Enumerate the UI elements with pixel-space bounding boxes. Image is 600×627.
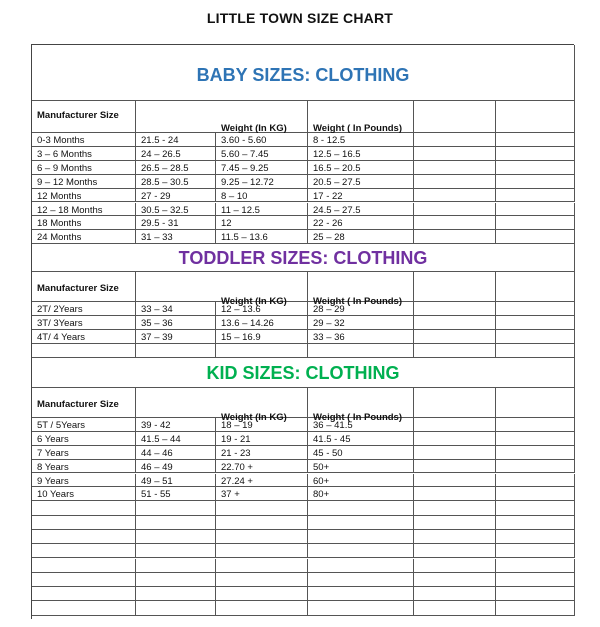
empty-cell <box>32 559 136 572</box>
header-weight-lb <box>308 388 414 423</box>
cell-weight-lb: 41.5 - 45 <box>308 432 414 445</box>
empty-cell <box>414 175 496 188</box>
cell-height: 51 - 55 <box>136 487 216 500</box>
cell-weight-kg: 12 <box>216 216 308 229</box>
empty-cell <box>496 216 575 229</box>
empty-cell <box>496 530 575 543</box>
header-empty-cell <box>414 272 496 301</box>
empty-cell <box>136 559 216 572</box>
table-row <box>32 175 575 189</box>
cell-manufacturer-size: 7 Years <box>32 446 136 459</box>
header-weight-lb-label: Weight ( In Pounds) <box>313 411 403 423</box>
empty-cell <box>414 573 496 586</box>
empty-cell <box>136 573 216 586</box>
empty-cell <box>496 230 575 243</box>
empty-cell <box>308 516 414 529</box>
header-manufacturer-label: Manufacturer Size <box>37 283 119 295</box>
empty-cell <box>496 175 575 188</box>
empty-cell <box>496 302 575 315</box>
empty-cell <box>496 189 575 202</box>
cell-weight-lb: 24.5 – 27.5 <box>308 203 414 216</box>
cell-manufacturer-size: 6 Years <box>32 432 136 445</box>
cell-manufacturer-size: 4T/ 4 Years <box>32 330 136 343</box>
cell-height: 37 – 39 <box>136 330 216 343</box>
empty-cell <box>496 330 575 343</box>
empty-cell <box>32 344 136 357</box>
cell-height: 24 – 26.5 <box>136 147 216 160</box>
cell-weight-lb: 45 - 50 <box>308 446 414 459</box>
empty-cell <box>136 344 216 357</box>
section-heading: TODDLER SIZES: CLOTHING <box>32 244 575 272</box>
cell-manufacturer-size: 9 Years <box>32 474 136 487</box>
table-row <box>32 446 575 460</box>
blank-row <box>32 573 575 587</box>
blank-row <box>32 601 575 615</box>
cell-weight-lb: 17 - 22 <box>308 189 414 202</box>
empty-cell <box>414 559 496 572</box>
empty-cell <box>216 587 308 600</box>
cell-weight-lb: 60+ <box>308 474 414 487</box>
cell-height: 21.5 - 24 <box>136 133 216 146</box>
table-row <box>32 189 575 203</box>
empty-cell <box>216 601 308 614</box>
cell-weight-kg: 15 – 16.9 <box>216 330 308 343</box>
empty-cell <box>414 601 496 614</box>
cell-manufacturer-size: 10 Years <box>32 487 136 500</box>
empty-cell <box>32 501 136 514</box>
empty-cell <box>414 587 496 600</box>
cell-weight-kg: 7.45 – 9.25 <box>216 161 308 174</box>
empty-cell <box>496 516 575 529</box>
cell-height: 30.5 – 32.5 <box>136 203 216 216</box>
empty-cell <box>496 501 575 514</box>
cell-manufacturer-size: 12 – 18 Months <box>32 203 136 216</box>
table-row <box>32 474 575 488</box>
cell-weight-lb: 20.5 – 27.5 <box>308 175 414 188</box>
table-row <box>32 161 575 175</box>
empty-cell <box>496 544 575 557</box>
empty-cell <box>308 344 414 357</box>
cell-weight-lb: 33 – 36 <box>308 330 414 343</box>
cell-manufacturer-size: 24 Months <box>32 230 136 243</box>
empty-cell <box>414 544 496 557</box>
empty-cell <box>414 344 496 357</box>
table-row <box>32 330 575 344</box>
table-row <box>32 316 575 330</box>
empty-cell <box>414 460 496 473</box>
empty-cell <box>216 344 308 357</box>
empty-cell <box>496 460 575 473</box>
header-manufacturer-size <box>32 101 136 132</box>
table-header-row <box>32 101 575 133</box>
empty-cell <box>414 330 496 343</box>
empty-cell <box>32 573 136 586</box>
table-row <box>32 460 575 474</box>
empty-cell <box>414 230 496 243</box>
empty-cell <box>414 474 496 487</box>
empty-cell <box>496 446 575 459</box>
empty-cell <box>32 516 136 529</box>
cell-weight-lb: 80+ <box>308 487 414 500</box>
empty-cell <box>414 147 496 160</box>
cell-height: 41.5 – 44 <box>136 432 216 445</box>
cell-height: 35 – 36 <box>136 316 216 329</box>
empty-cell <box>414 516 496 529</box>
empty-cell <box>308 601 414 614</box>
blank-row <box>32 544 575 558</box>
empty-cell <box>308 587 414 600</box>
cell-height: 39 - 42 <box>136 418 216 431</box>
header-manufacturer-size <box>32 272 136 301</box>
table-row <box>32 432 575 446</box>
empty-cell <box>136 544 216 557</box>
empty-cell <box>414 189 496 202</box>
empty-cell <box>32 587 136 600</box>
empty-cell <box>496 344 575 357</box>
cell-weight-kg: 12 – 13.6 <box>216 302 308 315</box>
header-weight-lb-label: Weight ( In Pounds) <box>313 123 403 134</box>
table-row <box>32 302 575 316</box>
header-empty-cell <box>414 101 496 132</box>
empty-cell <box>136 601 216 614</box>
cell-height: 29.5 - 31 <box>136 216 216 229</box>
table-row <box>32 230 575 244</box>
cell-weight-lb: 25 – 28 <box>308 230 414 243</box>
empty-cell <box>32 601 136 614</box>
cell-weight-kg: 18 – 19 <box>216 418 308 431</box>
empty-cell <box>414 432 496 445</box>
empty-cell <box>32 530 136 543</box>
empty-cell <box>414 216 496 229</box>
empty-cell <box>496 487 575 500</box>
cell-manufacturer-size: 8 Years <box>32 460 136 473</box>
empty-cell <box>496 418 575 431</box>
table-row <box>32 216 575 230</box>
table-row <box>32 487 575 501</box>
cell-manufacturer-size: 3 – 6 Months <box>32 147 136 160</box>
empty-cell <box>32 544 136 557</box>
empty-cell <box>308 573 414 586</box>
empty-cell <box>496 474 575 487</box>
empty-cell <box>496 601 575 614</box>
cell-weight-kg: 27.24 + <box>216 474 308 487</box>
empty-cell <box>496 432 575 445</box>
cell-manufacturer-size: 0-3 Months <box>32 133 136 146</box>
empty-cell <box>216 516 308 529</box>
cell-weight-lb: 50+ <box>308 460 414 473</box>
cell-weight-kg: 11 – 12.5 <box>216 203 308 216</box>
blank-row <box>32 530 575 544</box>
cell-weight-kg: 3.60 - 5.60 <box>216 133 308 146</box>
header-weight-kg-label: Weight (In KG) <box>221 411 287 423</box>
section-heading: KID SIZES: CLOTHING <box>32 358 575 388</box>
empty-cell <box>414 487 496 500</box>
empty-cell <box>216 544 308 557</box>
table-row <box>32 147 575 161</box>
empty-cell <box>414 161 496 174</box>
empty-cell <box>308 544 414 557</box>
blank-row <box>32 501 575 515</box>
cell-height: 31 – 33 <box>136 230 216 243</box>
empty-cell <box>216 501 308 514</box>
header-weight-kg-label: Weight (In KG) <box>221 296 287 308</box>
cell-height: 26.5 – 28.5 <box>136 161 216 174</box>
empty-cell <box>136 516 216 529</box>
blank-row <box>32 516 575 530</box>
header-empty-cell <box>414 388 496 417</box>
header-empty-cell <box>496 101 575 132</box>
cell-weight-kg: 8 – 10 <box>216 189 308 202</box>
empty-cell <box>496 316 575 329</box>
cell-weight-lb: 16.5 – 20.5 <box>308 161 414 174</box>
cell-height: 44 – 46 <box>136 446 216 459</box>
cell-height: 33 – 34 <box>136 302 216 315</box>
cell-height: 49 – 51 <box>136 474 216 487</box>
cell-manufacturer-size: 3T/ 3Years <box>32 316 136 329</box>
cell-weight-kg: 37 + <box>216 487 308 500</box>
cell-weight-lb: 36 – 41.5 <box>308 418 414 431</box>
empty-cell <box>496 161 575 174</box>
cell-weight-lb: 29 – 32 <box>308 316 414 329</box>
cell-weight-kg: 19 - 21 <box>216 432 308 445</box>
cell-manufacturer-size: 6 – 9 Months <box>32 161 136 174</box>
table-header-row <box>32 272 575 308</box>
header-manufacturer-label: Manufacturer Size <box>37 110 119 121</box>
cell-weight-kg: 5.60 – 7.45 <box>216 147 308 160</box>
empty-cell <box>414 530 496 543</box>
empty-cell <box>414 316 496 329</box>
empty-cell <box>414 203 496 216</box>
cell-manufacturer-size: 9 – 12 Months <box>32 175 136 188</box>
blank-row <box>32 344 575 358</box>
blank-row <box>32 559 575 573</box>
empty-cell <box>308 501 414 514</box>
empty-cell <box>496 203 575 216</box>
empty-cell <box>216 559 308 572</box>
header-weight-kg <box>216 272 308 308</box>
header-manufacturer-label: Manufacturer Size <box>37 398 119 410</box>
empty-cell <box>414 446 496 459</box>
cell-weight-kg: 9.25 – 12.72 <box>216 175 308 188</box>
cell-manufacturer-size: 18 Months <box>32 216 136 229</box>
empty-cell <box>136 501 216 514</box>
header-weight-kg <box>216 101 308 132</box>
table-row <box>32 133 575 147</box>
empty-cell <box>414 133 496 146</box>
cell-height: 46 – 49 <box>136 460 216 473</box>
cell-manufacturer-size: 2T/ 2Years <box>32 302 136 315</box>
section-heading: BABY SIZES: CLOTHING <box>32 45 575 101</box>
header-weight-lb <box>308 101 414 132</box>
empty-cell <box>414 501 496 514</box>
empty-cell <box>414 418 496 431</box>
cell-weight-lb: 12.5 – 16.5 <box>308 147 414 160</box>
size-chart-table <box>31 44 574 619</box>
empty-cell <box>496 573 575 586</box>
table-header-row <box>32 388 575 423</box>
header-manufacturer-size <box>32 388 136 417</box>
cell-weight-kg: 13.6 – 14.26 <box>216 316 308 329</box>
table-row <box>32 203 575 217</box>
blank-row <box>32 587 575 601</box>
header-weight-lb-label: Weight ( In Pounds) <box>313 296 403 308</box>
empty-cell <box>496 133 575 146</box>
empty-cell <box>308 559 414 572</box>
header-weight-kg-label: Weight (In KG) <box>221 123 287 134</box>
header-empty-cell <box>496 272 575 301</box>
header-weight-kg <box>216 388 308 423</box>
cell-manufacturer-size: 5T / 5Years <box>32 418 136 431</box>
cell-manufacturer-size: 12 Months <box>32 189 136 202</box>
cell-weight-kg: 11.5 – 13.6 <box>216 230 308 243</box>
cell-weight-kg: 22.70 + <box>216 460 308 473</box>
cell-weight-kg: 21 - 23 <box>216 446 308 459</box>
cell-height: 28.5 – 30.5 <box>136 175 216 188</box>
cell-height: 27 - 29 <box>136 189 216 202</box>
header-empty-cell <box>496 388 575 417</box>
cell-weight-lb: 22 - 26 <box>308 216 414 229</box>
empty-cell <box>496 147 575 160</box>
empty-cell <box>216 573 308 586</box>
empty-cell <box>136 587 216 600</box>
header-weight-lb <box>308 272 414 308</box>
empty-cell <box>496 559 575 572</box>
empty-cell <box>308 530 414 543</box>
empty-cell <box>414 302 496 315</box>
empty-cell <box>216 530 308 543</box>
document-title: LITTLE TOWN SIZE CHART <box>206 10 394 26</box>
table-row <box>32 418 575 432</box>
cell-weight-lb: 8 - 12.5 <box>308 133 414 146</box>
empty-cell <box>496 587 575 600</box>
cell-weight-lb: 28 – 29 <box>308 302 414 315</box>
empty-cell <box>136 530 216 543</box>
